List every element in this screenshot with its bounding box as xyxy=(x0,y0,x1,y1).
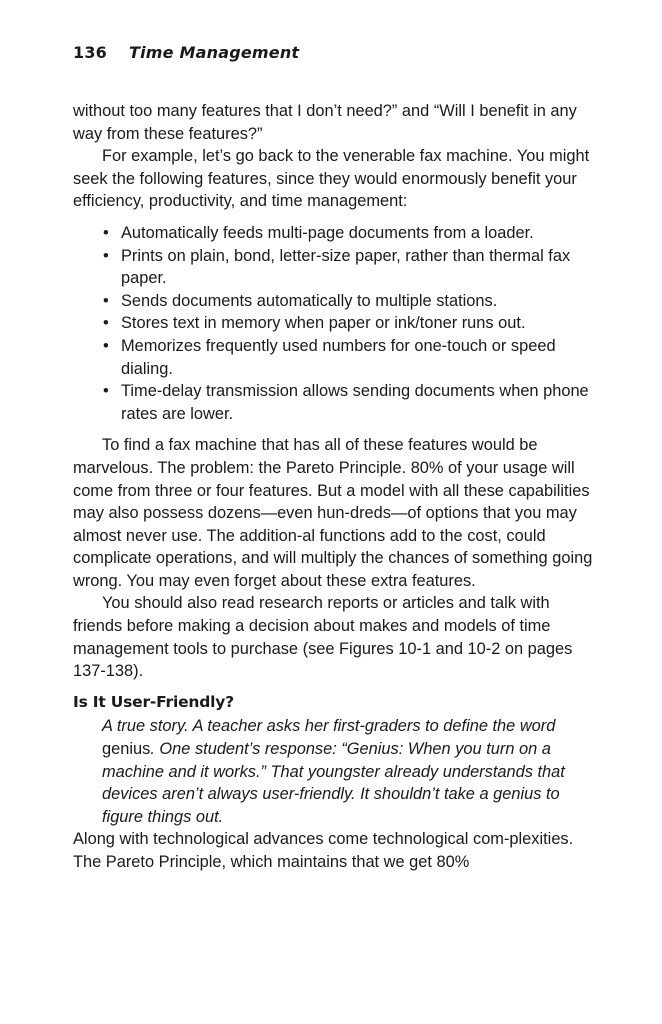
running-header xyxy=(73,43,299,62)
quote-part-2: . One student’s response: “Genius: When you turn on a machine and it works.” That youngster already understands that devices aren’t always user-friendly. It shouldn’t take a genius to figure things out. xyxy=(102,740,565,826)
quote-roman-word: genius xyxy=(102,740,151,759)
running-title: Time Management xyxy=(129,43,300,62)
list-item-text: Automatically feeds multi-page documents from a loader. xyxy=(121,223,534,242)
bullet-icon: • xyxy=(103,223,109,242)
bullet-icon: • xyxy=(103,382,109,401)
paragraph-4: You should also read research reports or articles and talk with friends before making a decision about makes and models of time management tools to purchase (see Figures 10-1 and 10-2 on pages 137-138). xyxy=(73,594,573,681)
list-item xyxy=(103,335,593,380)
list-item-text: Prints on plain, bond, letter-size paper, rather than thermal fax paper. xyxy=(121,246,571,288)
list-item xyxy=(103,380,593,425)
bullet-icon: • xyxy=(103,314,109,333)
feature-list xyxy=(73,222,593,425)
list-item xyxy=(103,290,593,313)
paragraph-1: without too many features that I don’t need?” and “Will I benefit in any way from these features?” xyxy=(73,102,577,143)
quote-part-1: A true story. A teacher asks her first-graders to define the word xyxy=(102,717,556,736)
list-item-text: Time-delay transmission allows sending documents when phone rates are lower. xyxy=(121,382,589,423)
list-item xyxy=(103,245,593,290)
list-item xyxy=(103,222,593,245)
body-text xyxy=(73,100,593,874)
list-item-text: Memorizes frequently used numbers for one-touch or speed dialing. xyxy=(121,336,556,378)
list-item-text: Stores text in memory when paper or ink/toner runs out. xyxy=(121,314,526,333)
anecdote-quote xyxy=(73,715,593,828)
page-number: 136 xyxy=(73,43,107,62)
paragraph-3: To find a fax machine that has all of these features would be marvelous. The problem: the Pareto Principle. 80% of your usage will come from three or four features. But a model with all these capabilities may also possess dozens—even hun-dreds—of options that you may almost never use. The addition-al functions add to the cost, could complicate operations, and will multiply the chances of something going wrong. You may even forget about these extra features. xyxy=(73,436,593,590)
paragraph-2: For example, let’s go back to the venerable fax machine. You might seek the following features, since they would enormously benefit your efficiency, productivity, and time management: xyxy=(73,147,590,211)
bullet-icon: • xyxy=(103,336,109,355)
list-item xyxy=(103,312,593,335)
bullet-icon: • xyxy=(103,291,109,310)
paragraph-5: Along with technological advances come technological com-plexities. The Pareto Principle, which maintains that we get 80% xyxy=(73,830,574,871)
bullet-icon: • xyxy=(103,246,109,265)
section-heading: Is It User-Friendly? xyxy=(73,692,234,711)
list-item-text: Sends documents automatically to multiple stations. xyxy=(121,291,498,310)
